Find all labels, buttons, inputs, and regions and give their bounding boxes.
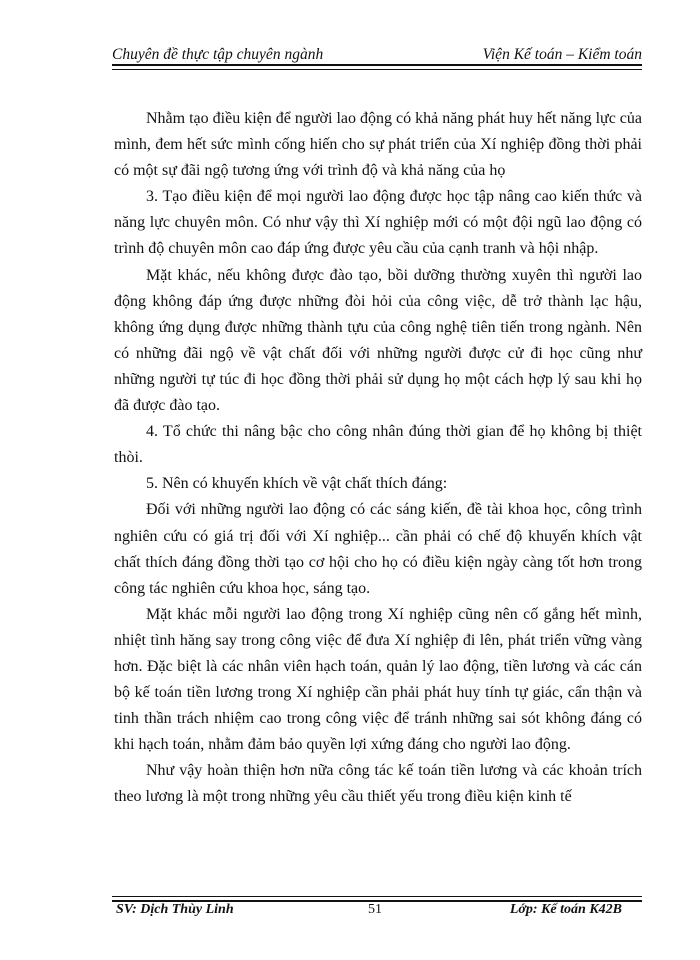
paragraph: Mặt khác, nếu không được đào tạo, bồi dưỡng thường xuyên thì người lao động không đáp ứng được những đòi hỏi của công việc, dễ trở thành lạc hậu, không ứng dụng được những thành tựu của công nghệ tiên tiến trong ngành. Nên có những đãi ngộ về vật chất đối với những người được cử đi học cũng như những người tự túc đi học đồng thời phải sử dụng họ một cách hợp lý sau khi họ đã được đào tạo.: [114, 266, 642, 415]
header-rule-thin: [112, 69, 642, 70]
header-rule-thick: [112, 64, 642, 66]
paragraph: Mặt khác mỗi người lao động trong Xí nghiệp cũng nên cố gắng hết mình, nhiệt tình hăng say trong công việc để đưa Xí nghiệp đi lên, phát triển vững vàng hơn. Đặc biệt là các nhân viên hạch toán, quản lý lao động, tiền lương và các cán bộ kế toán tiền lương trong Xí nghiệp cần phải phát huy tính tự giác, cẩn thận và tinh thần trách nhiệm cao trong công việc để tránh những sai sót không đáng có khi hạch toán, nhằm đảm bảo quyền lợi xứng đáng cho người lao động.: [114, 605, 642, 754]
paragraph: Như vậy hoàn thiện hơn nữa công tác kế toán tiền lương và các khoản trích theo lương là một trong những yêu cầu thiết yếu trong điều kiện kinh tế: [114, 762, 642, 806]
document-body: [114, 106, 642, 811]
page-number: 51: [368, 902, 382, 917]
paragraph: 5. Nên có khuyến khích về vật chất thích đáng:: [146, 475, 448, 493]
footer-rule-thin: [112, 896, 642, 897]
header-right-title: Viện Kế toán – Kiểm toán: [482, 46, 642, 63]
paragraph: Nhằm tạo điều kiện để người lao động có khả năng phát huy hết năng lực của mình, đem hết sức mình cống hiến cho sự phát triển của Xí nghiệp đồng thời phải có một sự đãi ngộ tương ứng với trình độ và khả năng của họ: [114, 110, 642, 180]
page-header: [112, 40, 642, 64]
footer-student-name: SV: Dịch Thùy Linh: [116, 902, 234, 917]
paragraph: Đối với những người lao động có các sáng kiến, đề tài khoa học, công trình nghiên cứu có giá trị đối với Xí nghiệp... cần phải có chế độ khuyến khích vật chất thích đáng đồng thời tạo cơ hội cho họ có điều kiện ngày càng tốt hơn trong công tác nghiên cứu khoa học, sáng tạo.: [114, 501, 642, 597]
paragraph: 4. Tổ chức thi nâng bậc cho công nhân đúng thời gian để họ không bị thiệt thòi.: [114, 423, 642, 467]
header-left-title: Chuyên đề thực tập chuyên ngành: [112, 46, 324, 63]
paragraph: 3. Tạo điều kiện để mọi người lao động được học tập nâng cao kiến thức và năng lực chuyên môn. Có như vậy thì Xí nghiệp mới có một đội ngũ lao động có trình độ chuyên môn cao đáp ứng được yêu cầu của cạnh tranh và hội nhập.: [114, 188, 642, 258]
footer-class-name: Lớp: Kế toán K42B: [509, 902, 622, 917]
page-footer: [112, 902, 642, 922]
